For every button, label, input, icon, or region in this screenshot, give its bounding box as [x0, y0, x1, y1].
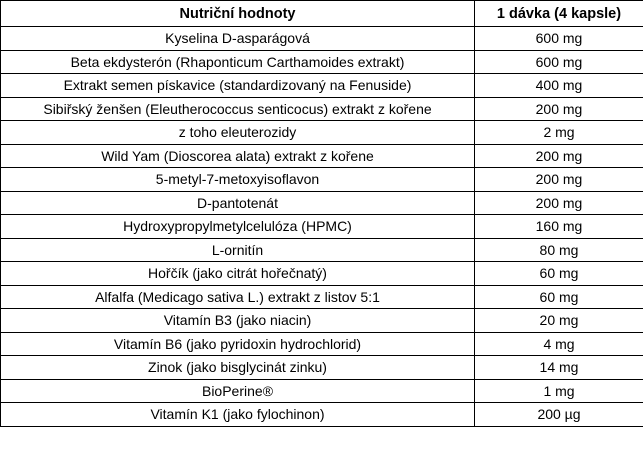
nutrient-dose: 4 mg [475, 332, 643, 356]
nutrient-name: Kyselina D-asparágová [1, 27, 475, 51]
table-body [1, 27, 643, 427]
table-row [1, 309, 643, 333]
table-row [1, 27, 643, 51]
nutrient-name: Wild Yam (Dioscorea alata) extrakt z kořene [1, 144, 475, 168]
table-row [1, 121, 643, 145]
nutrient-dose: 20 mg [475, 309, 643, 333]
nutrient-name: L-ornitín [1, 238, 475, 262]
nutrient-dose: 200 µg [475, 403, 643, 427]
table-row [1, 379, 643, 403]
nutrient-dose: 200 mg [475, 191, 643, 215]
table-row [1, 50, 643, 74]
nutrient-dose: 400 mg [475, 74, 643, 98]
nutrient-name: z toho eleuterozidy [1, 121, 475, 145]
nutrient-dose: 2 mg [475, 121, 643, 145]
table-row [1, 356, 643, 380]
nutrient-name: 5-metyl-7-metoxyisoflavon [1, 168, 475, 192]
nutrient-dose: 60 mg [475, 262, 643, 286]
table-row [1, 144, 643, 168]
nutrient-name: Sibiřský ženšen (Eleutherococcus senticocus) extrakt z kořene [1, 97, 475, 121]
nutrient-dose: 60 mg [475, 285, 643, 309]
nutrient-name: Zinok (jako bisglycinát zinku) [1, 356, 475, 380]
table-row [1, 262, 643, 286]
nutrient-name: Hydroxypropylmetylcelulóza (HPMC) [1, 215, 475, 239]
table-header-row [1, 1, 643, 27]
nutrient-dose: 200 mg [475, 168, 643, 192]
table-row [1, 74, 643, 98]
table-row [1, 191, 643, 215]
table-row [1, 97, 643, 121]
nutrient-dose: 1 mg [475, 379, 643, 403]
table-row [1, 285, 643, 309]
nutrient-dose: 600 mg [475, 50, 643, 74]
column-header-dose: 1 dávka (4 kapsle) [475, 1, 643, 27]
table-row [1, 168, 643, 192]
table-row [1, 332, 643, 356]
nutrient-name: Extrakt semen pískavice (standardizovaný na Fenuside) [1, 74, 475, 98]
table-row [1, 403, 643, 427]
nutrient-name: D-pantotenát [1, 191, 475, 215]
table-row [1, 238, 643, 262]
column-header-nutrient: Nutriční hodnoty [1, 1, 475, 27]
nutrient-name: Beta ekdysterón (Rhaponticum Carthamoides extrakt) [1, 50, 475, 74]
nutrient-name: Vitamín B6 (jako pyridoxin hydrochlorid) [1, 332, 475, 356]
nutrient-name: Alfalfa (Medicago sativa L.) extrakt z listov 5:1 [1, 285, 475, 309]
nutrient-dose: 160 mg [475, 215, 643, 239]
nutrient-dose: 14 mg [475, 356, 643, 380]
nutrient-dose: 200 mg [475, 97, 643, 121]
nutrient-name: BioPerine® [1, 379, 475, 403]
nutrient-name: Hořčík (jako citrát hořečnatý) [1, 262, 475, 286]
nutrient-dose: 600 mg [475, 27, 643, 51]
nutrient-name: Vitamín K1 (jako fylochinon) [1, 403, 475, 427]
nutrient-dose: 200 mg [475, 144, 643, 168]
nutrient-dose: 80 mg [475, 238, 643, 262]
table-row [1, 215, 643, 239]
nutrient-name: Vitamín B3 (jako niacin) [1, 309, 475, 333]
